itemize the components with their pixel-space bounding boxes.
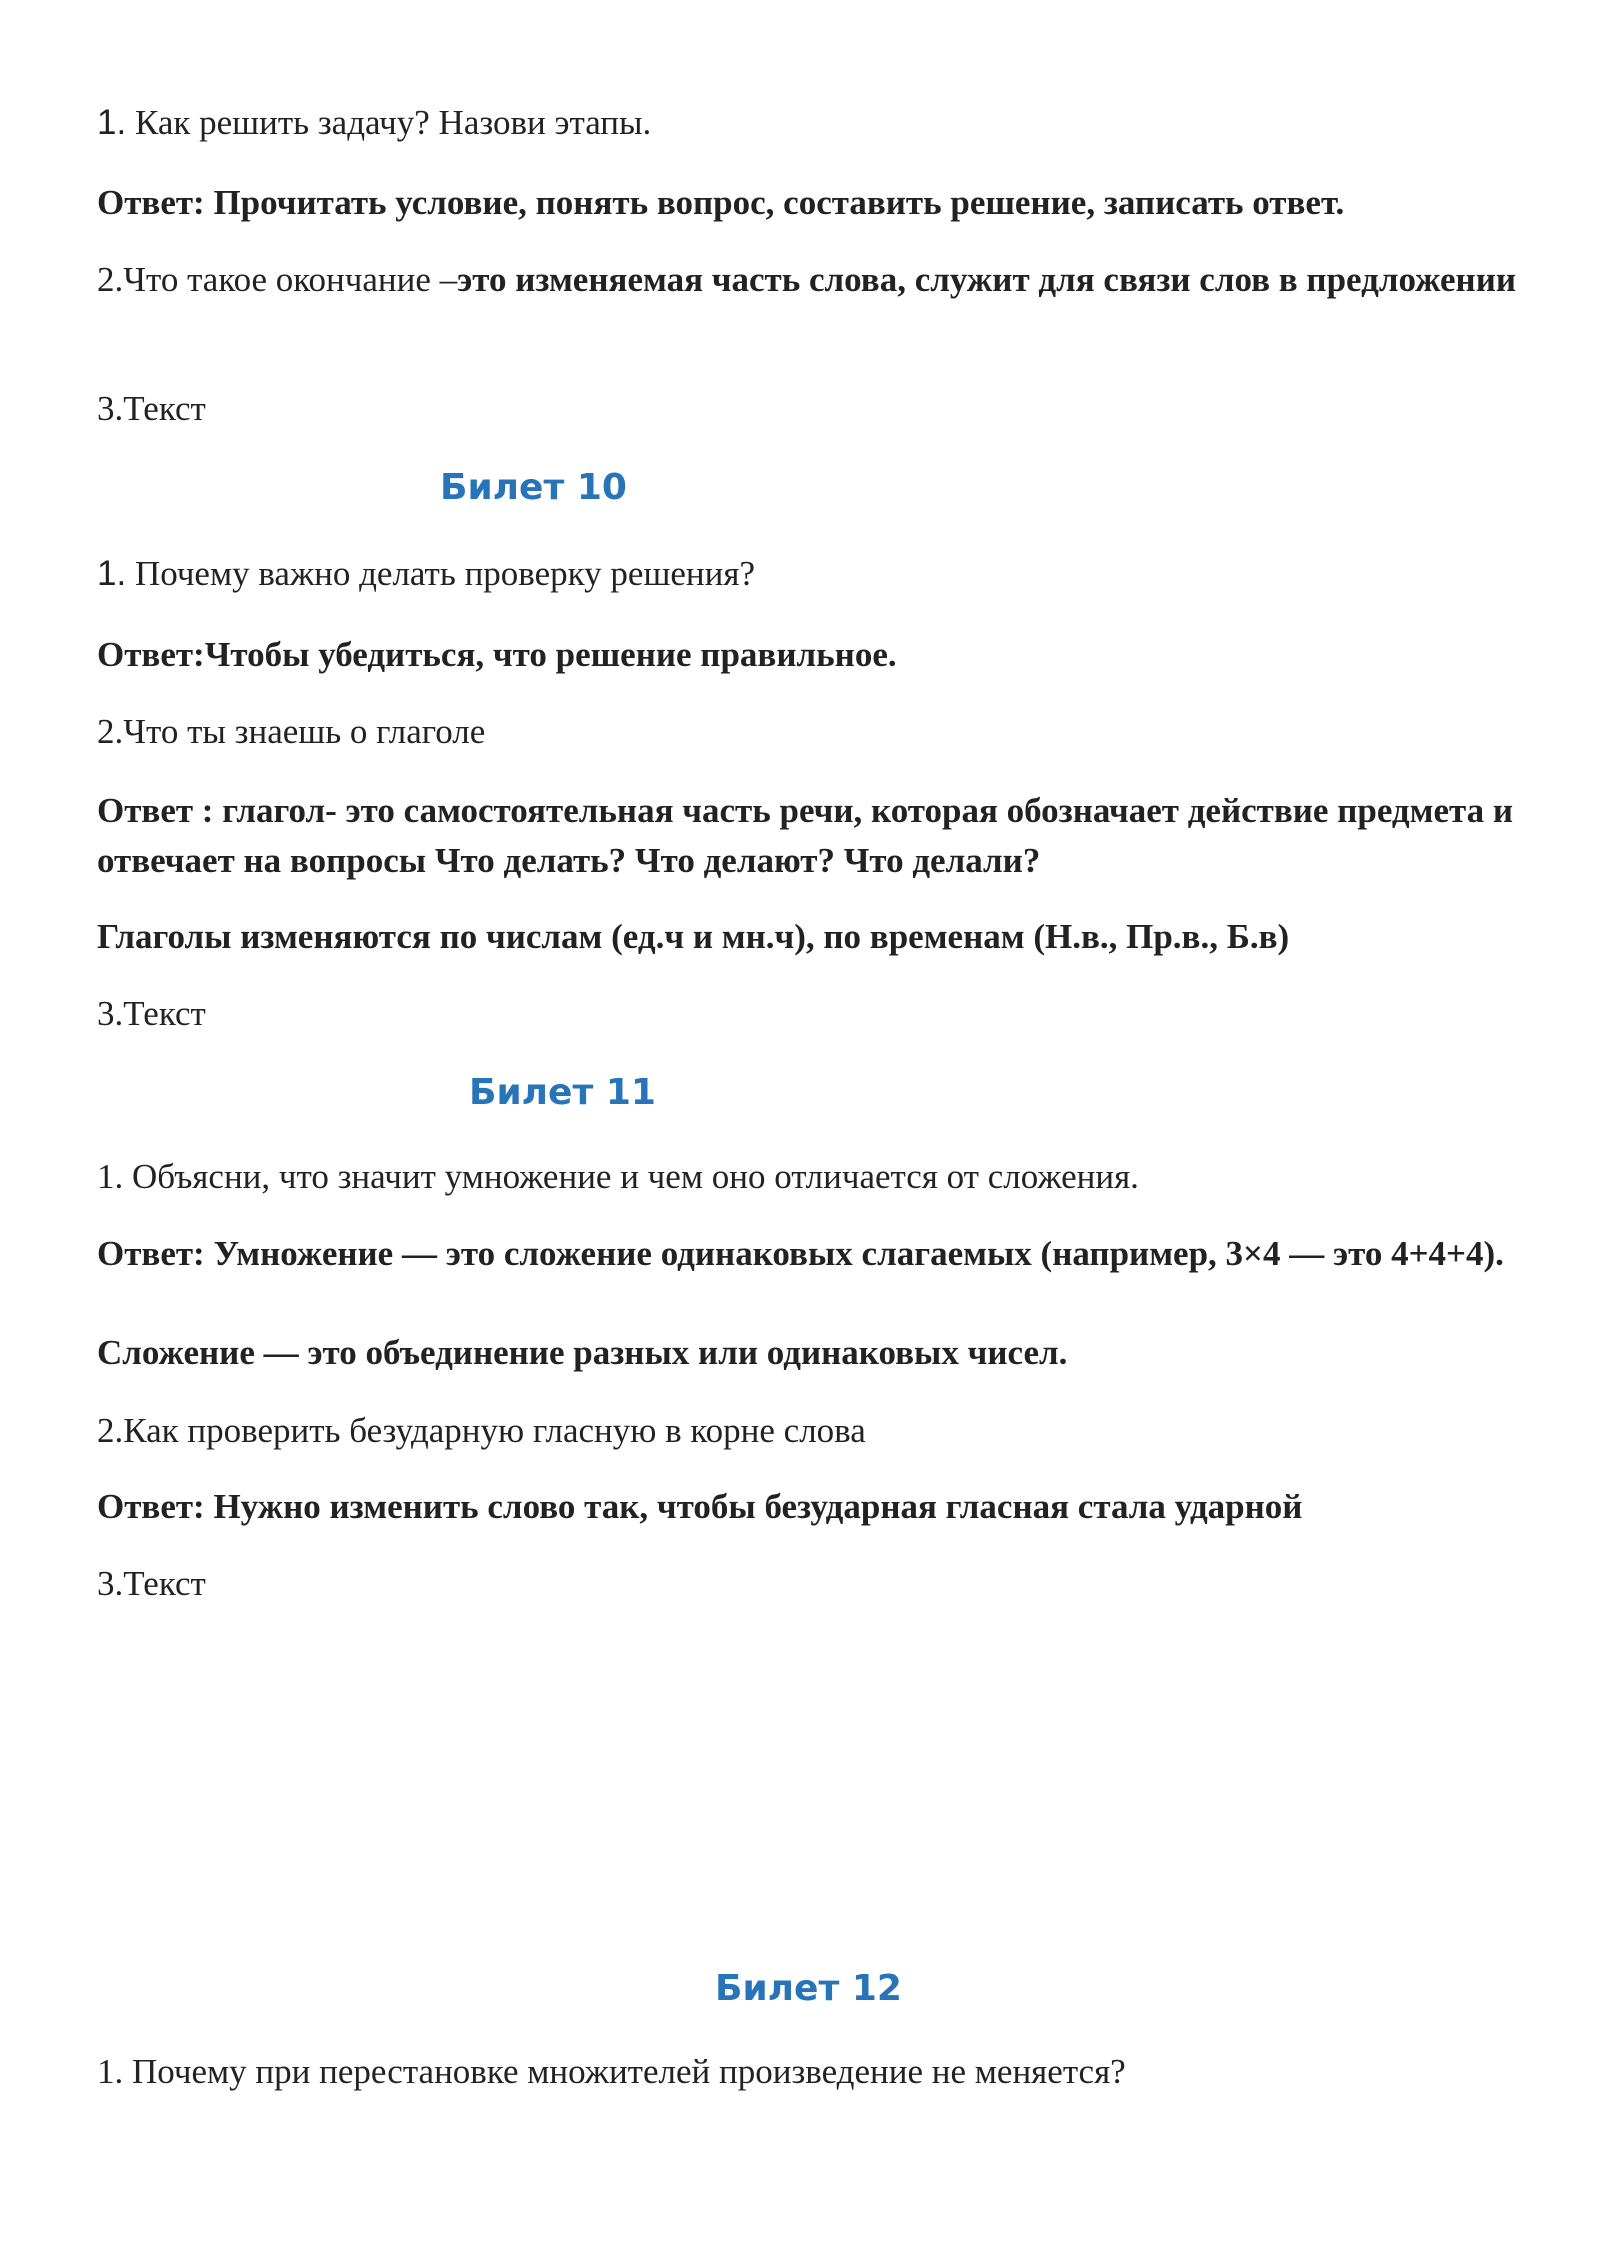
question-1 <box>97 98 1517 148</box>
question-2 <box>97 255 1517 305</box>
ticket-12-heading: Билет 12 <box>715 1968 902 2009</box>
answer-1: Ответ: Прочитать условие, понять вопрос, составить решение, записать ответ. <box>97 183 1345 222</box>
ticket-11-question-3: 3.Текст <box>97 1564 206 1603</box>
ticket-10-answer-2-extra: Глаголы изменяются по числам (ед.ч и мн.ч), по временам (Н.в., Пр.в., Б.в) <box>97 917 1290 956</box>
ticket-11-heading: Билет 11 <box>469 1072 656 1113</box>
answer-inline: это изменяемая часть слова, служит для связи слов в предложении <box>457 260 1517 299</box>
ticket-10-heading: Билет 10 <box>440 467 627 508</box>
ticket-10-question-3: 3.Текст <box>97 994 206 1033</box>
question-3: 3.Текст <box>97 389 206 428</box>
question-number: 1. <box>97 103 127 142</box>
question-text: 2.Что такое окончание – <box>97 260 458 299</box>
question-text: Почему важно делать проверку решения? <box>126 554 756 593</box>
ticket-11-question-1: 1. Объясни, что значит умножение и чем оно отличается от сложения. <box>97 1157 1139 1196</box>
ticket-11-answer-2: Ответ: Нужно изменить слово так, чтобы безударная гласная стала ударной <box>97 1487 1303 1526</box>
ticket-12-question-1: 1. Почему при перестановке множителей произведение не меняется? <box>97 2052 1126 2091</box>
question-text: Как решить задачу? Назови этапы. <box>126 103 652 142</box>
ticket-10-answer-1: Ответ:Чтобы убедиться, что решение правильное. <box>97 635 897 674</box>
ticket-10-question-2: 2.Что ты знаешь о глаголе <box>97 712 486 751</box>
ticket-10-answer-2: Ответ : глагол- это самостоятельная часть речи, которая обозначает действие предмета и отвечает на вопросы Что делать? Что делают? Что делали? <box>97 791 1514 880</box>
ticket-11-answer-1: Ответ: Умножение — это сложение одинаковых слагаемых (например, 3×4 — это 4+4+4). <box>97 1234 1504 1273</box>
ticket-11-answer-1-line-2: Сложение — это объединение разных или одинаковых чисел. <box>97 1333 1068 1372</box>
ticket-10-question-1 <box>97 549 1517 599</box>
question-number: 1. <box>97 554 127 593</box>
ticket-11-question-2: 2.Как проверить безударную гласную в корне слова <box>97 1411 866 1450</box>
